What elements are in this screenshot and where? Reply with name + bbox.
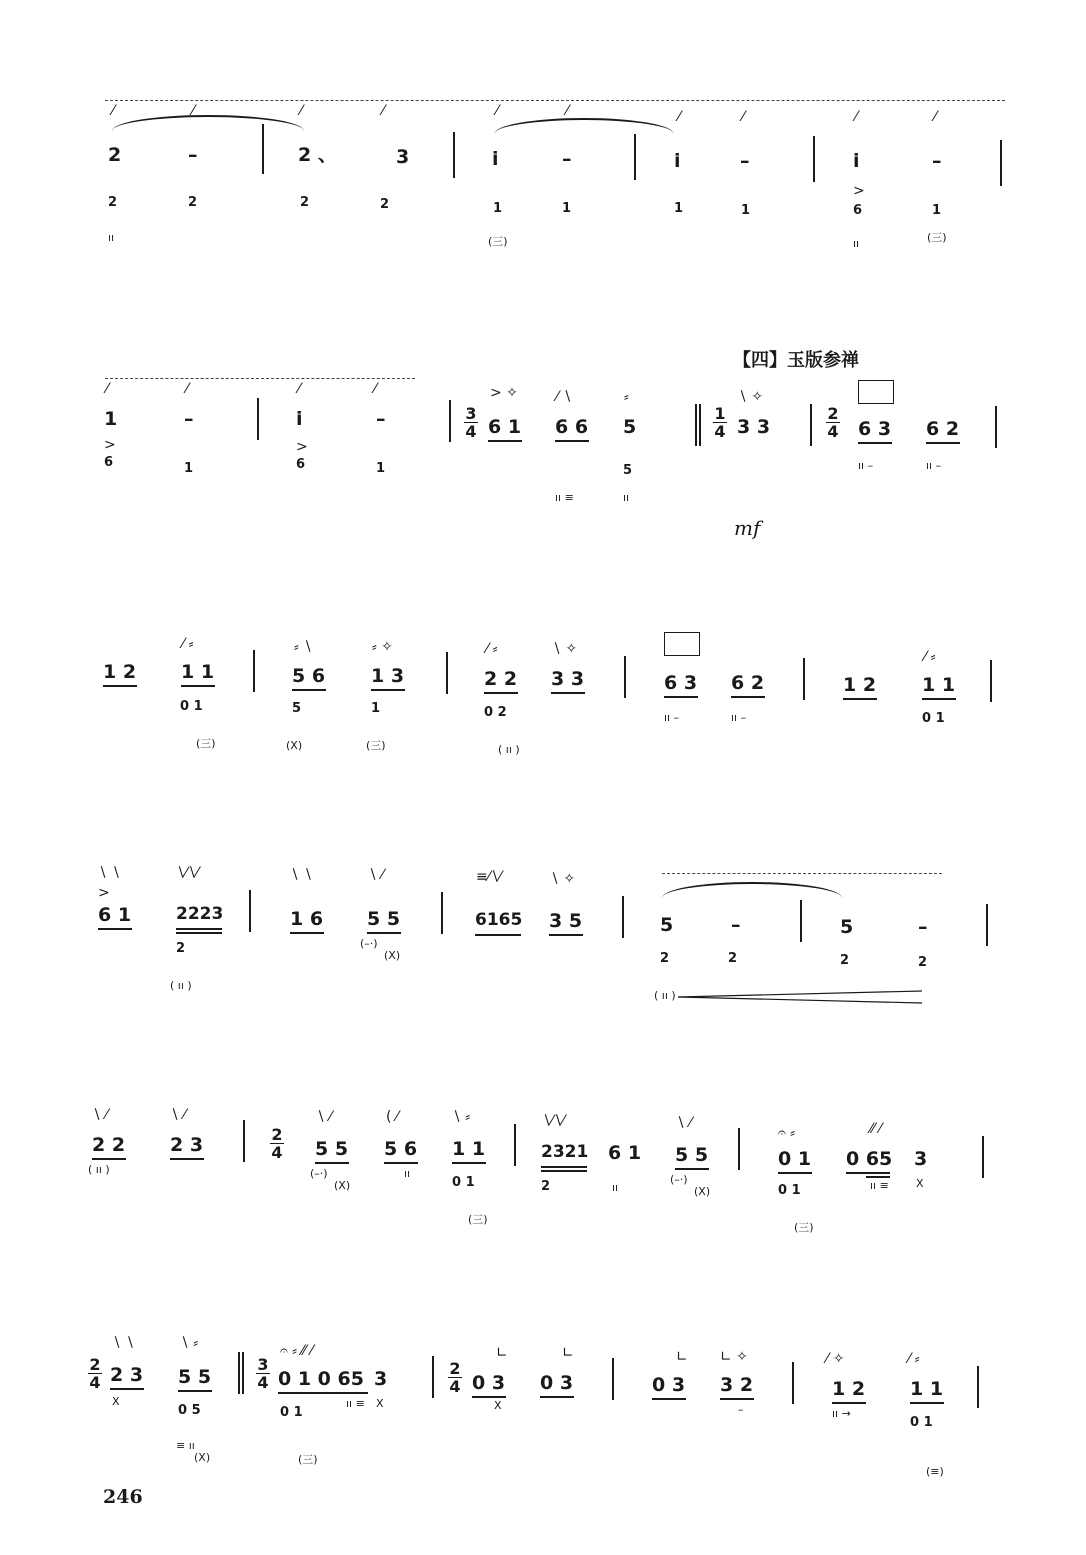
slur [112, 115, 304, 131]
note: 1 3 [371, 665, 405, 687]
note: 5 [623, 416, 637, 438]
extension-dash: – [562, 148, 572, 170]
lower-note: 5 [292, 701, 302, 716]
barline [699, 404, 701, 446]
bowing-box [858, 380, 894, 404]
note: 3 3 [551, 668, 585, 690]
slur [662, 882, 842, 898]
note: 3 3 [737, 416, 771, 438]
time-signature: 2 4 [827, 404, 839, 441]
lower-note: 0 1 [180, 699, 203, 714]
time-signature: 2 4 [89, 1355, 101, 1392]
lower-note: 0 1 [922, 711, 945, 726]
note: 6165 [475, 910, 523, 930]
barline [990, 660, 992, 702]
lower-note: 1 [932, 203, 942, 218]
lower-note: 6 [296, 457, 306, 472]
bowing-box [664, 632, 700, 656]
note: 6 2 [926, 418, 960, 440]
lower-note: 5 [623, 463, 633, 478]
note: 2223 [176, 904, 224, 924]
extension-dash: – [918, 916, 928, 938]
barline [624, 656, 626, 698]
barline [453, 132, 455, 178]
barline [262, 124, 264, 174]
note: 3 5 [549, 910, 583, 932]
barline [695, 404, 697, 446]
note: 0 1 0 65 [278, 1368, 364, 1390]
lower-note: 2 [380, 197, 390, 212]
barline [514, 1124, 516, 1166]
dynamic-marking: mf [734, 516, 761, 540]
note: 5 6 [292, 665, 326, 687]
barline [986, 904, 988, 946]
barline [612, 1358, 614, 1400]
string-mark: X [112, 1395, 120, 1408]
lower-note: 2 [840, 953, 850, 968]
note: i [296, 408, 303, 430]
lower-note: 0 2 [484, 705, 507, 720]
note: 2 3 [110, 1364, 144, 1386]
lower-note: 1 [376, 461, 386, 476]
bowing-line [662, 873, 942, 874]
lower-note: 2 [188, 195, 198, 210]
barline [432, 1356, 434, 1398]
note: 2 [108, 144, 122, 166]
note: 6 1 [98, 904, 132, 926]
note: 1 1 [922, 674, 956, 696]
note: i [853, 150, 860, 172]
barline [622, 896, 624, 938]
note: 5 [660, 914, 674, 936]
string-mark: (X) [694, 1185, 711, 1198]
extension-dash: – [740, 150, 750, 172]
note: 1 6 [290, 908, 324, 930]
note: 2321 [541, 1142, 589, 1162]
lower-note: 1 [741, 203, 751, 218]
note: 5 [840, 916, 854, 938]
barline [792, 1362, 794, 1404]
barline [1000, 140, 1002, 186]
barline [800, 900, 802, 942]
note: 3 [396, 146, 410, 168]
section-title: 【四】玉版参禅 [733, 350, 859, 371]
time-signature: 1 4 [714, 404, 726, 441]
page-number: 246 [103, 1486, 143, 1508]
note: 1 1 [181, 661, 215, 683]
string-mark: (X) [194, 1451, 211, 1464]
barline [995, 406, 997, 448]
lower-note: 0 1 [778, 1183, 801, 1198]
extension-dash: – [731, 914, 741, 936]
barline [977, 1366, 979, 1408]
time-signature: 2 4 [271, 1125, 283, 1162]
lower-note: 0 1 [910, 1415, 933, 1430]
note: 0 3 [472, 1372, 506, 1394]
extension-dash: – [188, 144, 198, 166]
extension-dash: – [932, 150, 942, 172]
note: 5 5 [367, 908, 401, 930]
note: 1 1 [452, 1138, 486, 1160]
lower-note: 2 [660, 951, 670, 966]
barline [253, 650, 255, 692]
barline [257, 398, 259, 440]
note: 3 2 [720, 1374, 754, 1396]
lower-note: 0 1 [452, 1175, 475, 1190]
barline [441, 892, 443, 934]
note: 1 2 [832, 1378, 866, 1400]
note: 1 2 [103, 661, 137, 683]
string-mark: (三) [468, 1213, 488, 1226]
lower-note: 1 [674, 201, 684, 216]
time-signature: 3 4 [465, 404, 477, 441]
note: 1 1 [910, 1378, 944, 1400]
note: 5 5 [675, 1144, 709, 1166]
lower-note: 0 1 [280, 1405, 303, 1420]
note: 1 2 [843, 674, 877, 696]
note: 6 1 [608, 1142, 642, 1164]
barline [738, 1128, 740, 1170]
note: 1 [104, 408, 118, 430]
barline [243, 1120, 245, 1162]
extension-dash: – [376, 408, 386, 430]
lower-note: 2 [541, 1179, 551, 1194]
lower-note: 2 [300, 195, 310, 210]
note: 2 2 [484, 668, 518, 690]
time-signature: 3 4 [257, 1355, 269, 1392]
barline [810, 404, 812, 446]
barline [446, 652, 448, 694]
lower-note: 2 [108, 195, 118, 210]
lower-note: 2 [918, 955, 928, 970]
note: 5 5 [178, 1366, 212, 1388]
barline [242, 1352, 244, 1394]
lower-note: 0 5 [178, 1403, 201, 1418]
lower-note: 1 [493, 201, 503, 216]
note: 2 、 [298, 144, 337, 166]
lower-note: 6 [853, 203, 863, 218]
note: 2 3 [170, 1134, 204, 1156]
barline [449, 400, 451, 442]
note: 0 1 [778, 1148, 812, 1170]
lower-note: 2 [176, 941, 186, 956]
note: 6 3 [664, 672, 698, 694]
barline [813, 136, 815, 182]
string-mark: X [376, 1397, 384, 1410]
note: 6 3 [858, 418, 892, 440]
note: 0 3 [652, 1374, 686, 1396]
bowing-line [105, 100, 1005, 101]
hairpin [678, 990, 924, 1004]
note: 3 [914, 1148, 928, 1170]
note: 6 2 [731, 672, 765, 694]
string-mark: (X) [334, 1179, 351, 1192]
string-mark: (三) [196, 737, 216, 750]
string-mark: (三) [794, 1221, 814, 1234]
extension-dash: – [184, 408, 194, 430]
note: 0 3 [540, 1372, 574, 1394]
barline [634, 134, 636, 180]
barline [803, 658, 805, 700]
note: 5 5 [315, 1138, 349, 1160]
note: 6 1 [488, 416, 522, 438]
string-mark: (X) [384, 949, 401, 962]
note: 6 6 [555, 416, 589, 438]
string-mark: X [916, 1177, 924, 1190]
lower-note: 1 [562, 201, 572, 216]
barline [238, 1352, 240, 1394]
score-page: ⁄ ⁄ ⁄ ⁄ ⁄ ⁄ ⁄ ⁄ ⁄ ⁄ 2 – 2 、 3 i – i – i – 2 2 2 2 1 1 1 1 > 6 1 (三) (三) ıı ıı 【四】玉版参禅 ⁄ ⁄ ⁄ ⁄ 1 – i – 3 4 > ✧ 6 1 ⁄ ∖ 6 6 ⸗ 5 5 ıı ≡ ıı 1 4 ∖ ✧ 3 3 2 4 6 3 6 2 ıı – ıı – > 6 1 > 6 1 mf 1 2 ⁄ ⸗ 1 1 0 1 (三) ⸗ ∖ 5 6 ⸗ ✧ 1 3 5 (X) 1 (三) ⁄ ⸗ 2 2 ∖ ✧ 3 3 0 2 ( ıı ) 6 3 6 2 ıı – ıı – 1 2 ⁄ ⸗ 1 1 0 1 ∖ ∖ > 6 1 ∖⁄∖⁄ 2223 2 ( ıı ) ∖ ∖ 1 6 ∖ ⁄ 5 5 (–·) (X) ≡⁄∖⁄ 6165 ∖ ✧ 3 5 5 – 5 – 2 2 2 2 ( ıı ) ∖ ⁄ 2 2 ( ıı ) ∖ ⁄ 2 3 2 4 ∖ ⁄ 5 5 (–·) (X) ( ⁄ 5 6 ıı ∖ ⸗ 1 1 0 1 (三) ∖⁄∖⁄ 2321 2 6 1 ıı ∖ ⁄ 5 5 (–·) (X) 𝄐 ⸗ 0 1 0 1 (三) ⁄⁄ ⁄ 0 65 ıı ≡ 3 X 2 4 ∖ ∖ 2 3 X ∖ ⸗ 5 5 0 5 ≡ ıı (X) 3 4 𝄐 ⸗ ⁄⁄ ⁄ 0 1 0 65 0 1 (三) ıı ≡ 3 X 2 4 ∟ 0 3 X ∟ 0 3 ∟ 0 3 ∟ ✧ 3 2 – ⁄ ✧ 1 2 ıı → ⁄ ⸗ 1 1 0 1 (≡) 246 [0, 0, 1086, 1555]
lower-note: 2 [728, 951, 738, 966]
note: i [674, 150, 681, 172]
note: 0 65 [846, 1148, 893, 1170]
bowing-line [105, 378, 415, 379]
string-mark: (三) [298, 1453, 318, 1466]
lower-note: 1 [371, 701, 381, 716]
time-signature: 2 4 [449, 1359, 461, 1396]
string-mark: (三) [366, 739, 386, 752]
string-mark: (三) [927, 231, 947, 244]
lower-note: 1 [184, 461, 194, 476]
note: 2 2 [92, 1134, 126, 1156]
lower-note: 6 [104, 455, 114, 470]
string-mark: (X) [286, 739, 303, 752]
string-mark: (三) [488, 235, 508, 248]
slur [494, 118, 674, 134]
note: 3 [374, 1368, 388, 1390]
barline [249, 890, 251, 932]
note: i [492, 148, 499, 170]
note: 5 6 [384, 1138, 418, 1160]
barline [982, 1136, 984, 1178]
